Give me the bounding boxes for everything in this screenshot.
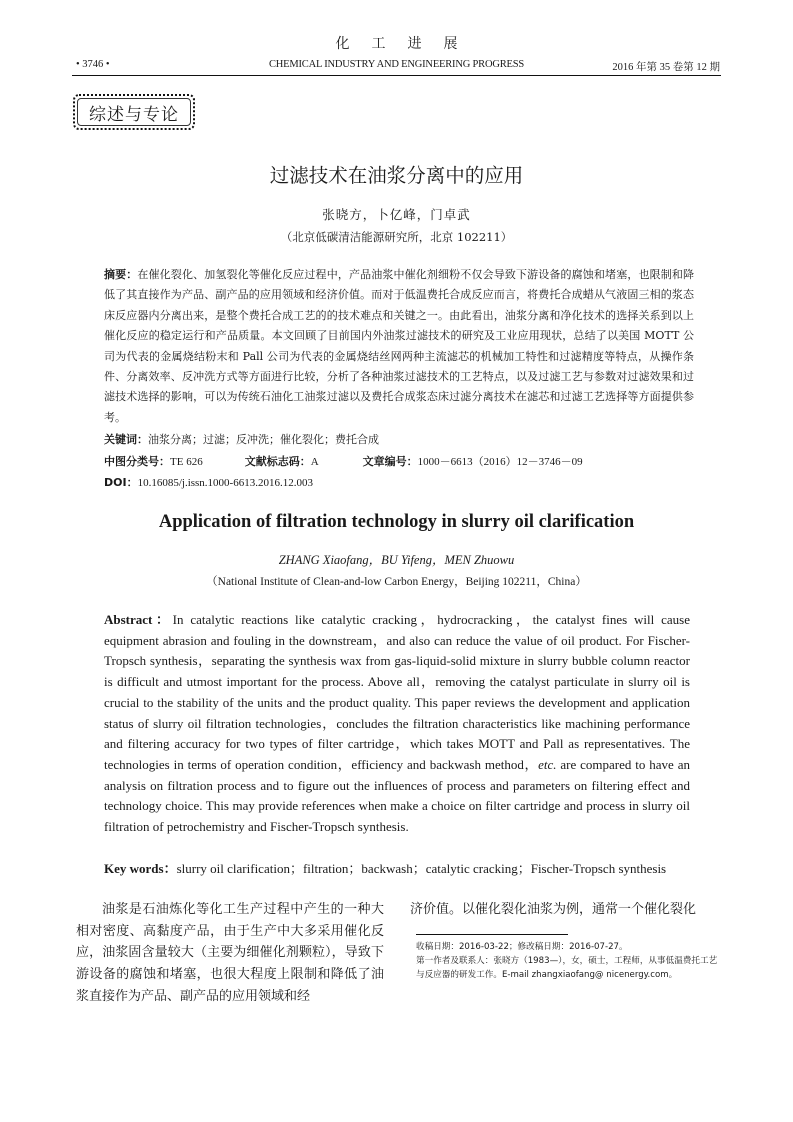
doc-code-label: 文献标志码： (244, 455, 311, 468)
abstract-en-label: Abstract： (104, 612, 173, 627)
footnote-rule (416, 934, 568, 935)
article-no-label: 文章编号： (362, 455, 418, 468)
journal-title-cn: 化工进展 (335, 36, 480, 52)
body-paragraph: 油浆是石油炼化等化工生产过程中产生的一种大相对密度、高黏度产品，由于生产中大多采用催化反应，油浆固含量较大（主要为细催化剂颗粒），导致下游设备的腐蚀和堵塞，也很大程度上限制和降低了油浆直接作为产品、副产品的应用领域和经 (76, 902, 384, 1004)
keywords-en-label: Key words： (104, 861, 177, 876)
article-title-cn: 过滤技术在油浆分离中的应用 (269, 164, 524, 187)
classification-line (104, 453, 583, 469)
abstract-en-text-2: are compared to have an analysis on filtration process and to figure out the influences of process and parameters on filtering effect and technology choice. This may provide references when make a choice on filter cartridge and process in slurry oil filtration of petrochemistry and Fischer-Tropsch synthesis. (104, 756, 690, 835)
section-tag (73, 94, 195, 130)
clc-label: 中图分类号： (104, 455, 170, 468)
abstract-en (104, 610, 690, 838)
keywords-cn-label: 关键词： (104, 433, 148, 446)
keywords-cn (104, 431, 379, 447)
article-title-en: Application of filtration technology in slurry oil clarification (158, 512, 635, 532)
issue-info: 2016 年第 35 卷第 12 期 (612, 62, 720, 73)
article-no-value: 1000－6613（2016）12－3746－09 (417, 456, 583, 468)
abstract-cn-text: 在催化裂化、加氢裂化等催化反应过程中，产品油浆中催化剂细粉不仅会导致下游设备的腐蚀和堵塞，也限制和降低了其直接作为产品、副产品的应用领域和经济价值。而对于低温费托合成反应而言，将费托合成蜡从气液固三相的浆态床反应器内分离出来，是整个费托合成工艺的的技术难点和关键之一。由此看出，油浆分离和净化技术的选择关系到以上催化反应的稳定运行和产品质量。本文回顾了目前国内外油浆过滤技术的研究及工业应用现状，总结了以美国 MOTT 公司为代表的金属烧结粉末和 Pall 公司为代表的金属烧结丝网两种主流滤芯的机械加工特性和过滤精度等特点，从操作条件、分离效率、反冲洗方式等方面进行比较，分析了各种油浆过滤技术的工艺特点，以及过滤工艺与参数对过滤效果和过滤技术选择的影响，可以为传统石油化工油浆过滤以及费托合成浆态床过滤分离技术在滤芯和过滤工艺选择等方面提供参考。 (104, 268, 694, 424)
abstract-cn (104, 265, 694, 428)
authors-cn: 张晓方，卜亿峰，门卓武 (322, 207, 471, 222)
footnote (416, 940, 722, 983)
footnote-author-info: 第一作者及联系人：张晓方（1983—），女，硕士，工程师，从事低温费托工艺与反应器的研发工作。E-mail zhangxiaofang@ nicenergy.com。 (416, 956, 718, 981)
authors-en: ZHANG Xiaofang，BU Yifeng，MEN Zhuowu (278, 553, 515, 567)
clc-value: TE 626 (170, 456, 203, 468)
doi-value[interactable]: 10.16085/j.issn.1000-6613.2016.12.003 (137, 477, 313, 489)
keywords-en-text: slurry oil clarification；filtration；backwash；catalytic cracking；Fischer-Tropsch synthesis (176, 861, 667, 876)
page-number: • 3746 • (76, 59, 110, 70)
journal-title-en: CHEMICAL INDUSTRY AND ENGINEERING PROGRESS (268, 59, 525, 70)
header-rule (72, 75, 721, 76)
abstract-cn-label: 摘要： (104, 268, 138, 281)
body-column-left (76, 899, 384, 1008)
keywords-cn-text: 油浆分离；过滤；反冲洗；催化裂化；费托合成 (148, 434, 379, 446)
affiliation-cn: （北京低碳清洁能源研究所，北京 102211） (280, 230, 513, 244)
body-column-right: 济价值。以催化裂化油浆为例，通常一个催化裂化 (410, 902, 697, 917)
keywords-en (104, 858, 704, 877)
abstract-en-text-1: In catalytic reactions like catalytic cracking，hydrocracking，the catalyst fines will cause equipment abrasion and fouling in the downstream，and also can reduce the value of oil product. For Fischer-Tropsch synthesis，separating the synthesis wax from gas-liquid-solid mixture in slurry bubble column reactor is difficult and utmost important for the process. Above all，removing the catalyst particulate in slurry oil is crucial to the stability of the units and the product quality. This paper reviews the development and application status of slurry oil filtration technologies，concludes the filtration characteristics like machining performance and filtering accuracy for two types of filter cartridge，which takes MOTT and Pall as representatives. The technologies in terms of operation condition，efficiency and backwash method， (104, 612, 690, 772)
doc-code-value: A (310, 456, 319, 468)
affiliation-en: （National Institute of Clean-and-low Carbon Energy，Beijing 102211，China） (206, 576, 587, 588)
footnote-dates: 收稿日期：2016-03-22；修改稿日期：2016-07-27。 (416, 942, 628, 952)
section-tag-label: 综述与专论 (89, 104, 179, 125)
doi-label: DOI： (104, 476, 138, 489)
doi-line (104, 474, 313, 490)
abstract-en-etc: etc. (538, 756, 557, 772)
